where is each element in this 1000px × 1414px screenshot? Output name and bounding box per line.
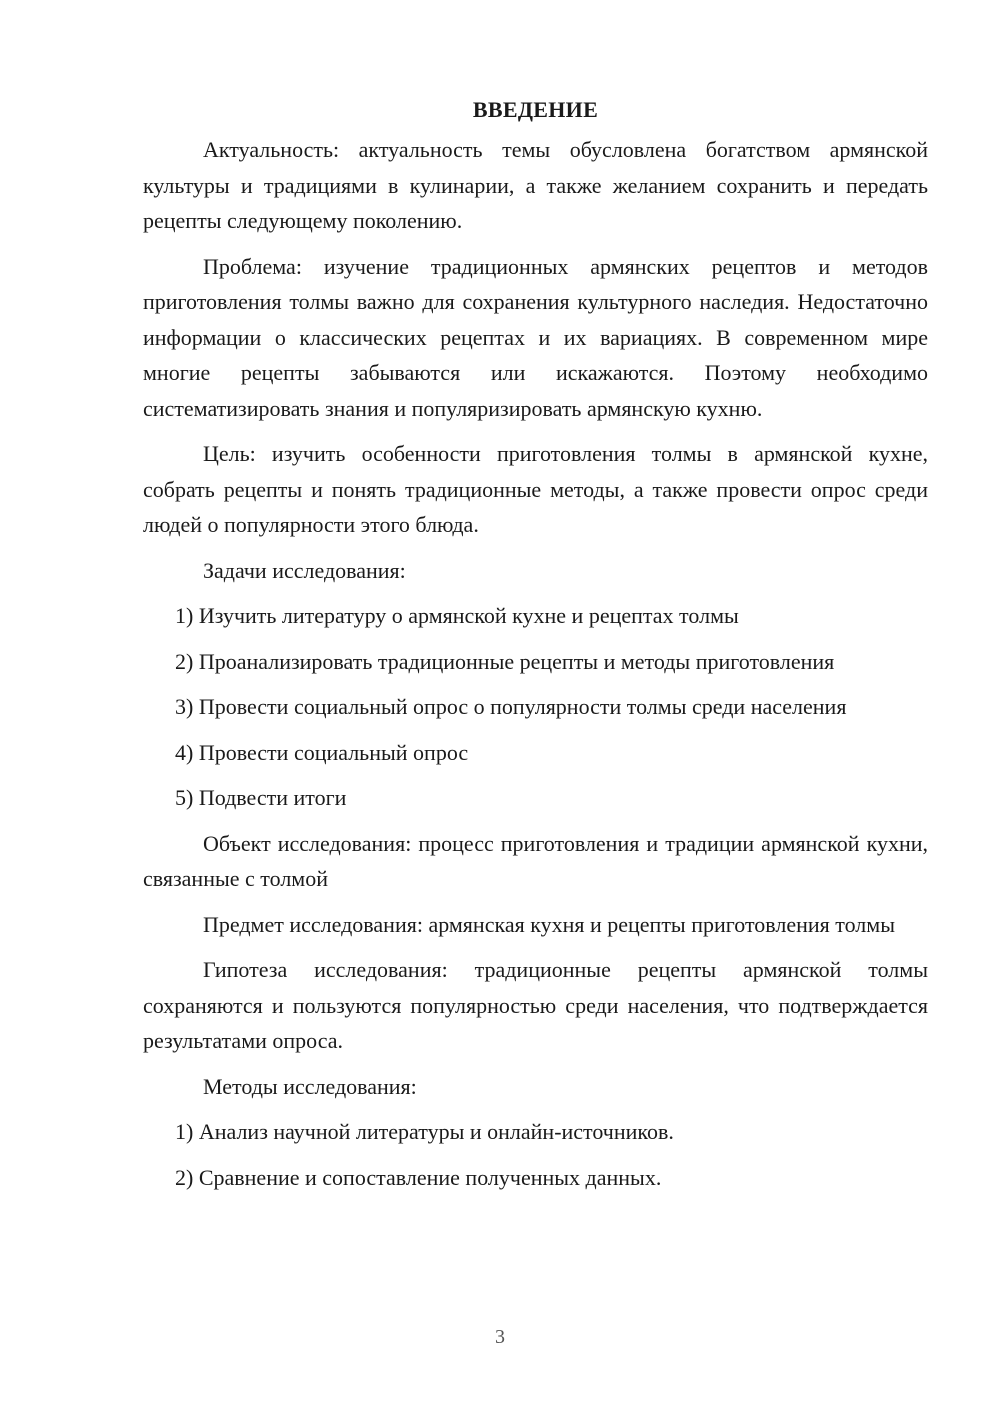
- task-item-2: 2) Проанализировать традиционные рецепты и методы приготовления: [175, 648, 835, 674]
- tasks-heading: Задачи исследования:: [203, 557, 406, 583]
- relevance-paragraph: Актуальность: актуальность темы обусловлена богатством армянской культуры и традициями в кулинарии, а также желанием сохранить и передать рецепты следующему поколению.: [143, 137, 928, 233]
- task-item-5: 5) Подвести итоги: [175, 785, 347, 810]
- method-item-2: 2) Сравнение и сопоставление полученных данных.: [175, 1164, 662, 1190]
- page-title: ВВЕДЕНИЕ: [472, 97, 599, 122]
- task-item-4: 4) Провести социальный опрос: [175, 739, 469, 765]
- task-item-1: 1) Изучить литературу о армянской кухне и рецептах толмы: [175, 603, 739, 628]
- object-paragraph: Объект исследования: процесс приготовления и традиции армянской кухни, связанные с толмой: [143, 830, 928, 891]
- methods-heading: Методы исследования:: [203, 1073, 417, 1099]
- document-page: [143, 92, 928, 1205]
- hypothesis-paragraph: Гипотеза исследования: традиционные рецепты армянской толмы сохраняются и пользуются популярностью среди населения, что подтверждается результатами опроса.: [143, 957, 928, 1053]
- method-item-1: 1) Анализ научной литературы и онлайн-источников.: [175, 1119, 674, 1144]
- goal-paragraph: Цель: изучить особенности приготовления толмы в армянской кухне, собрать рецепты и понять традиционные методы, а также провести опрос среди людей о популярности этого блюда.: [143, 441, 928, 537]
- page-number: 3: [495, 1326, 505, 1348]
- subject-paragraph: Предмет исследования: армянская кухня и рецепты приготовления толмы: [203, 911, 895, 937]
- task-item-3: 3) Провести социальный опрос о популярности толмы среди населения: [175, 694, 847, 719]
- problem-paragraph: Проблема: изучение традиционных армянских рецептов и методов приготовления толмы важно для сохранения культурного наследия. Недостаточно информации о классических рецептах и их вариациях. В современном мире многие рецепты забываются или искажаются. Поэтому необходимо систематизировать знания и популяризировать армянскую кухню.: [143, 253, 928, 421]
